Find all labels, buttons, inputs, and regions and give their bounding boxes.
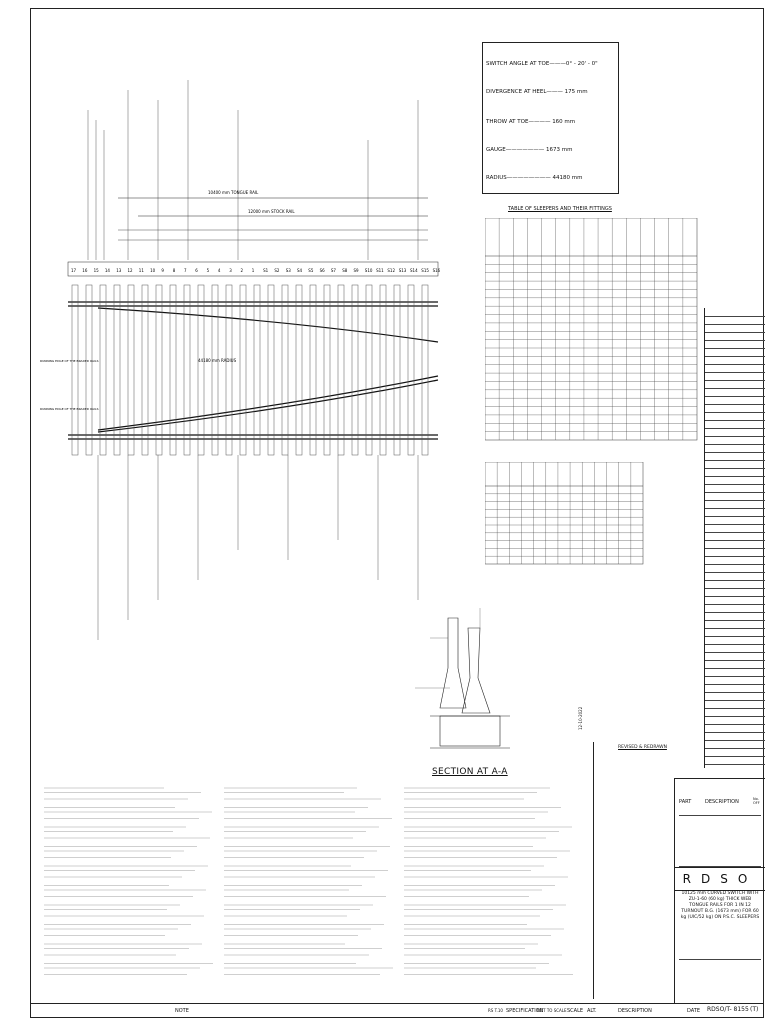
sleeper-number: 2 bbox=[240, 268, 244, 273]
sleeper-number: 13 bbox=[116, 268, 122, 273]
part-header: PART bbox=[679, 799, 692, 805]
tongue-rail-label: 10400 mm TONGUE RAIL bbox=[208, 190, 259, 195]
alt-label: ALT. bbox=[587, 1008, 597, 1014]
stock-rail-label: 12000 mm STOCK RAIL bbox=[248, 209, 295, 214]
sleeper-number: S8 bbox=[342, 268, 348, 273]
switch-plan-drawing bbox=[38, 80, 478, 650]
sleeper-number: S7 bbox=[330, 268, 336, 273]
sleeper-number: S2 bbox=[274, 268, 280, 273]
sleeper-number: 5 bbox=[206, 268, 210, 273]
note-label: NOTE bbox=[175, 1008, 189, 1014]
sleeper-number: S11 bbox=[376, 268, 384, 273]
sleeper-number: S16 bbox=[432, 268, 441, 273]
sleeper-number: S6 bbox=[319, 268, 325, 273]
sleeper-number: 14 bbox=[104, 268, 110, 273]
scale-label: SCALE bbox=[567, 1008, 584, 1014]
date-label: DATE bbox=[687, 1008, 701, 1014]
title-block bbox=[674, 778, 765, 1004]
sleeper-number: S14 bbox=[410, 268, 418, 273]
revision-heading: REVISED & REDRAWN bbox=[618, 745, 667, 750]
spec-gauge: GAUGE——————— 1673 mm bbox=[486, 147, 573, 153]
sleeper-number: S5 bbox=[308, 268, 314, 273]
parts-list-panel bbox=[704, 308, 765, 768]
sleeper-number: S13 bbox=[398, 268, 407, 273]
sleeper-number: 7 bbox=[184, 268, 187, 273]
spec-throw: THROW AT TOE———— 160 mm bbox=[486, 119, 576, 125]
title-notes bbox=[679, 815, 761, 867]
sleeper-number: 6 bbox=[195, 268, 198, 273]
revision-mark: (T) bbox=[750, 1006, 759, 1013]
spec-divergence: DIVERGENCE AT HEEL——— 175 mm bbox=[486, 89, 588, 95]
sleeper-number: 17 bbox=[71, 268, 77, 273]
sleeper-number: S9 bbox=[353, 268, 359, 273]
sleeper-number: 11 bbox=[138, 268, 144, 273]
sleeper-number: 3 bbox=[229, 268, 232, 273]
no-off-header: No. OFF bbox=[753, 797, 760, 805]
section-aa-drawing bbox=[410, 598, 530, 758]
spec-radius: RADIUS———————— 44180 mm bbox=[486, 175, 583, 181]
sleeper-fittings-table-2 bbox=[485, 462, 645, 567]
sleeper-number-row bbox=[71, 268, 441, 273]
sleeper-number: 16 bbox=[82, 268, 88, 273]
sleeper-fittings-table bbox=[485, 218, 700, 443]
rs-label: RS T.10 bbox=[488, 1008, 503, 1013]
section-aa-label: SECTION AT A-A bbox=[432, 767, 508, 777]
sleeper-table-caption: TABLE OF SLEEPERS AND THEIR FITTINGS bbox=[508, 206, 612, 212]
spec-switch-angle: SWITCH ANGLE AT TOE———0° - 20' - 0" bbox=[486, 61, 598, 67]
notes-block bbox=[38, 782, 588, 1002]
drawing-description: 10125 mm CURVED SWITCH WITH ZU-1-60 (60 kg) THICK WEB TONGUE RAILS FOR 1 IN 12 TURNOUT B.G. (1673 mm) FOR 60 kg (UIC/52 kg) ON P.S.C. SLEEPERS bbox=[680, 891, 760, 920]
revision-date: 12-10-2022 bbox=[578, 706, 583, 730]
parts-list-row bbox=[705, 756, 765, 765]
description-footer: DESCRIPTION bbox=[618, 1008, 652, 1014]
bottom-bar bbox=[30, 1003, 764, 1019]
drawing-number: RDSO/T- 8155 bbox=[707, 1006, 749, 1013]
not-to-scale: NOT TO SCALE bbox=[537, 1008, 567, 1013]
sleeper-number: S4 bbox=[297, 268, 303, 273]
running-edge-note-1: RUNNING EDGE OF THE BRADED RAILS bbox=[40, 359, 99, 363]
sleeper-number: 8 bbox=[172, 268, 176, 273]
running-edge-note-2: RUNNING EDGE OF THE BRADED RAILS bbox=[40, 407, 99, 411]
signature-box bbox=[679, 959, 761, 982]
sleeper-number: 15 bbox=[93, 268, 99, 273]
sleeper-number: 1 bbox=[251, 268, 255, 273]
revision-panel bbox=[593, 742, 674, 999]
sleeper-number: 4 bbox=[217, 268, 221, 273]
sleeper-number: S12 bbox=[387, 268, 396, 273]
radius-label: 44180 mm RADIUS bbox=[198, 358, 237, 363]
switch-spec-box bbox=[482, 42, 619, 194]
rdso-org: RDSO bbox=[675, 867, 765, 891]
sleeper-number: 9 bbox=[161, 268, 164, 273]
sleeper-number: 12 bbox=[127, 268, 133, 273]
sleeper-number: S3 bbox=[285, 268, 291, 273]
specification-label: SPECIFICATION bbox=[506, 1008, 544, 1014]
sleeper-number: S10 bbox=[364, 268, 373, 273]
sleeper-number: S1 bbox=[263, 268, 269, 273]
sleeper-number: S15 bbox=[421, 268, 429, 273]
description-header: DESCRIPTION bbox=[705, 799, 739, 805]
sleeper-number: 10 bbox=[150, 268, 156, 273]
